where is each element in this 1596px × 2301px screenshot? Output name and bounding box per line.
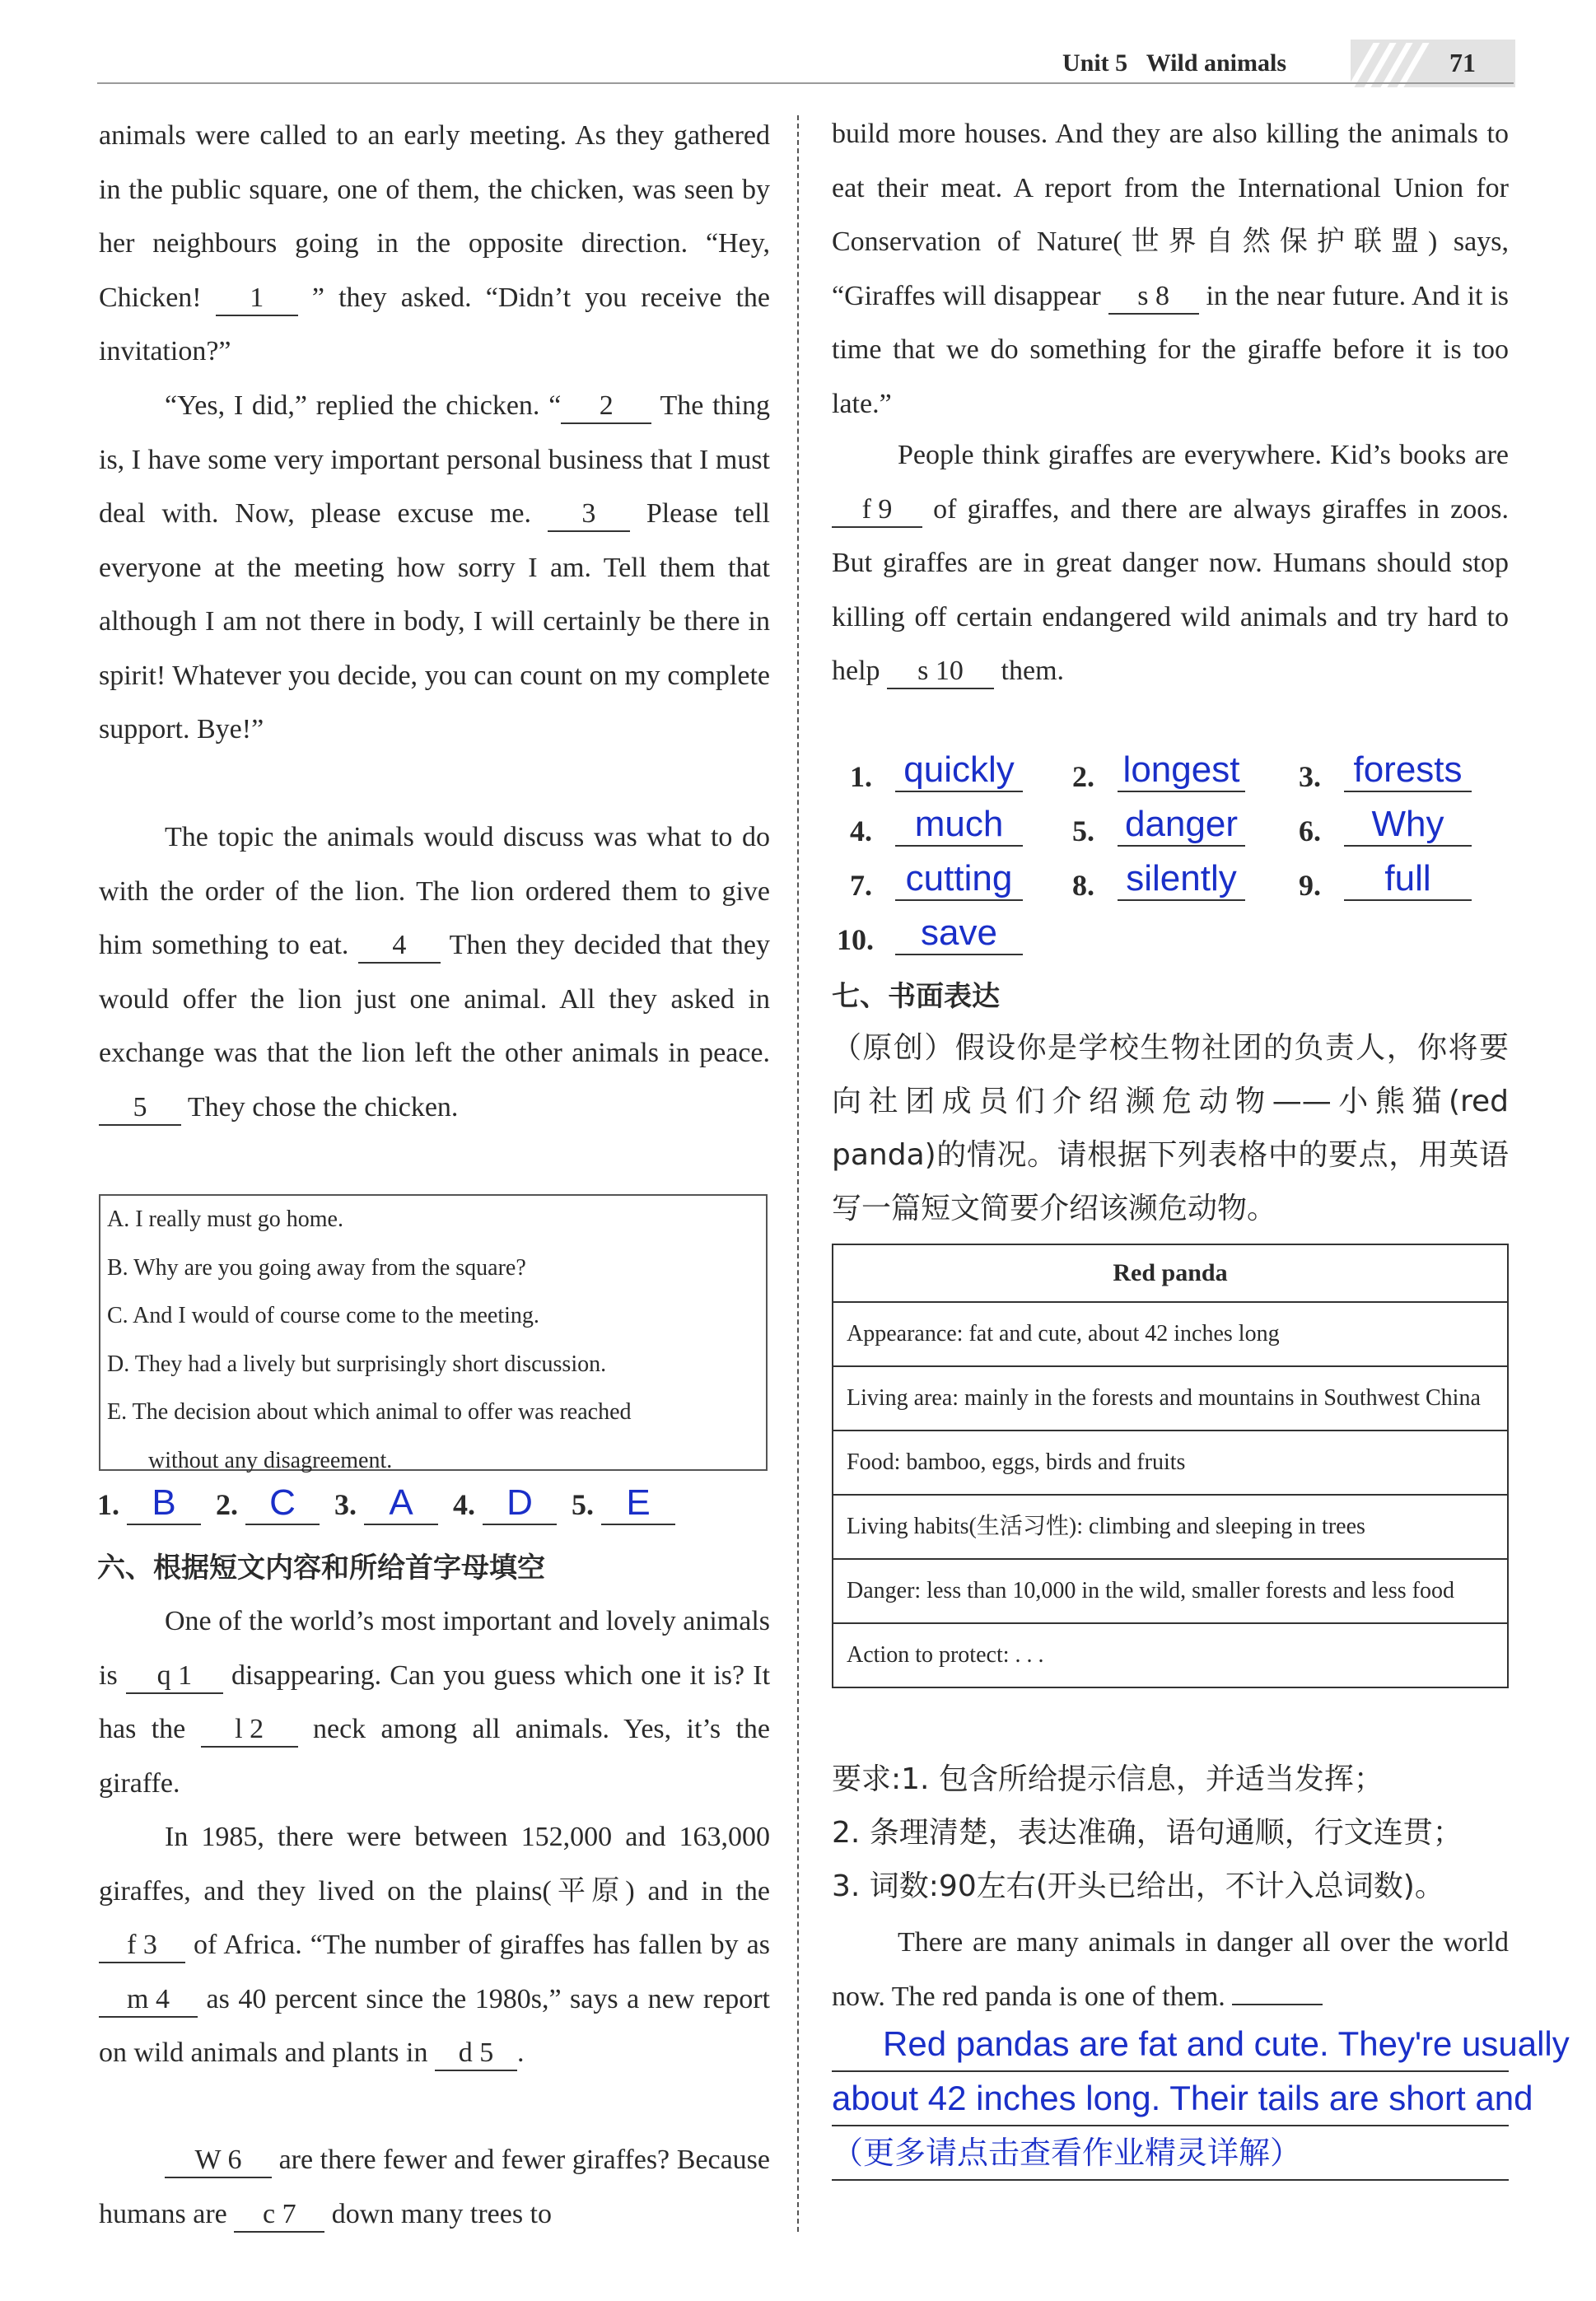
essay-opening-blank — [1232, 2004, 1323, 2005]
option-a: A. I really must go home. — [107, 1207, 343, 1232]
requirement-1: 要求:1. 包含所给提示信息，并适当发挥； — [832, 1762, 1384, 1796]
essay-line-2: about 42 inches long. Their tails are short and — [832, 2072, 1509, 2126]
answer-danger: danger — [1118, 804, 1245, 847]
blank-4: 4 — [358, 929, 441, 964]
page-number: 71 — [1449, 48, 1476, 77]
passage5-paragraph-1: animals were called to an early meeting. As they gathered in the public square, one of them, the chicken, was seen by her neighbours going in the opposite direction. “Hey, Chicken! 1 ” they asked. “Didn’t you receive the invitation?” — [99, 120, 771, 366]
essay-opening: There are many animals in danger all over the world now. The red panda is one of them. — [832, 1927, 1509, 2012]
answer-silently: silently — [1118, 858, 1245, 901]
table-row-habits: Living habits(生活习性): climbing and sleeping in trees — [833, 1495, 1508, 1559]
blank-3: 3 — [548, 497, 630, 532]
blank-m4: m 4 — [99, 1983, 198, 2018]
blank-s10: s 10 — [887, 655, 994, 689]
blank-w6: W 6 — [165, 2144, 272, 2178]
answer-d: D — [483, 1482, 557, 1525]
requirement-3: 3. 词数:90左右(开头已给出，不计入总词数)。 — [832, 1869, 1444, 1903]
option-c: C. And I would of course come to the meeting. — [107, 1303, 539, 1328]
answer-forests: forests — [1344, 749, 1472, 792]
header-unit: Unit 5 Wild animals — [1062, 49, 1287, 77]
section6-answers: 1. quickly 2. longest 3. forests 4. much 5. danger 6. Why 7. cutting 8. silently 9. full 10. save — [850, 749, 1517, 967]
options-box — [99, 1194, 768, 1471]
section6-paragraph-3: W 6 are there fewer and fewer giraffes? Because humans are c 7 down many trees to — [99, 2133, 770, 2241]
table-title: Red panda — [833, 1244, 1508, 1302]
option-b: B. Why are you going away from the square? — [107, 1254, 526, 1281]
answer-cutting: cutting — [895, 858, 1023, 901]
answer-full: full — [1344, 858, 1472, 901]
blank-1: 1 — [216, 282, 298, 316]
option-e-continued: without any disagreement. — [148, 1447, 393, 1473]
requirement-2: 2. 条理清楚，表达准确，语句通顺，行文连贯； — [832, 1816, 1463, 1850]
answer-much: much — [895, 804, 1023, 847]
requirements — [832, 1753, 1509, 1913]
table-row-food: Food: bamboo, eggs, birds and fruits — [833, 1431, 1508, 1495]
answer-e: E — [601, 1482, 675, 1525]
column-divider — [797, 115, 799, 2232]
essay-more-link[interactable]: （更多请点击查看作业精灵详解） — [832, 2126, 1509, 2181]
passage5-paragraph-3: The topic the animals would discuss was what to do with the order of the lion. The lion ordered them to give him something to eat. 4 Then they decided that they would offer the lion just one animal. All they asked in exchange was that the lion left the other animals in peace. 5 They chose the chicken. — [99, 810, 770, 1134]
table-row-appearance: Appearance: fat and cute, about 42 inches long — [833, 1302, 1508, 1366]
blank-q1: q 1 — [126, 1659, 223, 1694]
option-e: E. The decision about which animal to offer was reached — [107, 1399, 632, 1425]
section6-right-paragraph-1: build more houses. And they are also killing the animals to eat their meat. A report from the International Union for Conservation of Nature(世界自然保护联盟) says, “Giraffes will disappear s 8 in the near future. And it is time that we do something for the giraffe before it is too late.” — [832, 119, 1509, 419]
table-row-action: Action to protect: . . . — [833, 1623, 1508, 1687]
blank-s8: s 8 — [1108, 280, 1199, 315]
blank-l2: l 2 — [201, 1713, 298, 1748]
header-rule — [97, 82, 1514, 84]
option-d: D. They had a lively but surprisingly short discussion. — [107, 1351, 607, 1377]
section6-paragraph-1: One of the world’s most important and lovely animals is q 1 disappearing. Can you guess which one it is? It has the l 2 neck among all animals. Yes, it’s the giraffe. — [99, 1606, 771, 1799]
table-row-danger: Danger: less than 10,000 in the wild, smaller forests and less food — [833, 1559, 1508, 1623]
answer-why: Why — [1344, 804, 1472, 847]
table-row-living-area: Living area: mainly in the forests and mountains in Southwest China — [833, 1366, 1508, 1431]
essay-line-1: Red pandas are fat and cute. They're usually — [832, 2018, 1509, 2072]
passage5-answers: 1. B 2. C 3. A 4. D 5. E — [97, 1482, 772, 1525]
section-7-heading: 七、书面表达 — [832, 980, 1000, 1013]
section6-right-paragraph-2: People think giraffes are everywhere. Kid’s books are f 9 of giraffes, and there are always giraffes in zoos. But giraffes are in great danger now. Humans should stop killing off certain endangered wild animals and try hard to help s 10 them. — [832, 428, 1509, 698]
essay-answer — [832, 2018, 1570, 2181]
passage5-paragraph-2: “Yes, I did,” replied the chicken. “ 2 The thing is, I have some very important personal business that I must deal with. Now, please excuse me. 3 Please tell everyone at the meeting how sorry I am. Tell them that although I am not there in body, I will certainly be there in spirit! Whatever you decide, you can count on my complete support. Bye!” — [99, 390, 771, 744]
section6-paragraph-2: In 1985, there were between 152,000 and 163,000 giraffes, and they lived on the plains(平原) and in the f 3 of Africa. “The number of giraffes has fallen by as m 4 as 40 percent since the 1980s,” says a new report on wild animals and plants in d 5 . — [99, 1810, 770, 2080]
answer-quickly: quickly — [895, 749, 1023, 792]
red-panda-table — [832, 1244, 1509, 1688]
answer-a: A — [364, 1482, 438, 1525]
blank-f9: f 9 — [832, 493, 922, 528]
answer-b: B — [127, 1482, 201, 1525]
blank-2: 2 — [561, 390, 651, 424]
blank-d5: d 5 — [435, 2037, 517, 2071]
answer-save: save — [895, 912, 1023, 955]
blank-c7: c 7 — [234, 2198, 324, 2233]
answer-longest: longest — [1118, 749, 1245, 792]
blank-f3: f 3 — [99, 1929, 185, 1963]
answer-c: C — [245, 1482, 320, 1525]
section-6-heading: 六、根据短文内容和所给首字母填空 — [97, 1552, 545, 1585]
section7-prompt: （原创）假设你是学校生物社团的负责人，你将要向社团成员们介绍濒危动物——小熊猫(red panda)的情况。请根据下列表格中的要点，用英语写一篇短文简要介绍该濒危动物。 — [832, 1031, 1509, 1225]
blank-5: 5 — [99, 1091, 181, 1126]
